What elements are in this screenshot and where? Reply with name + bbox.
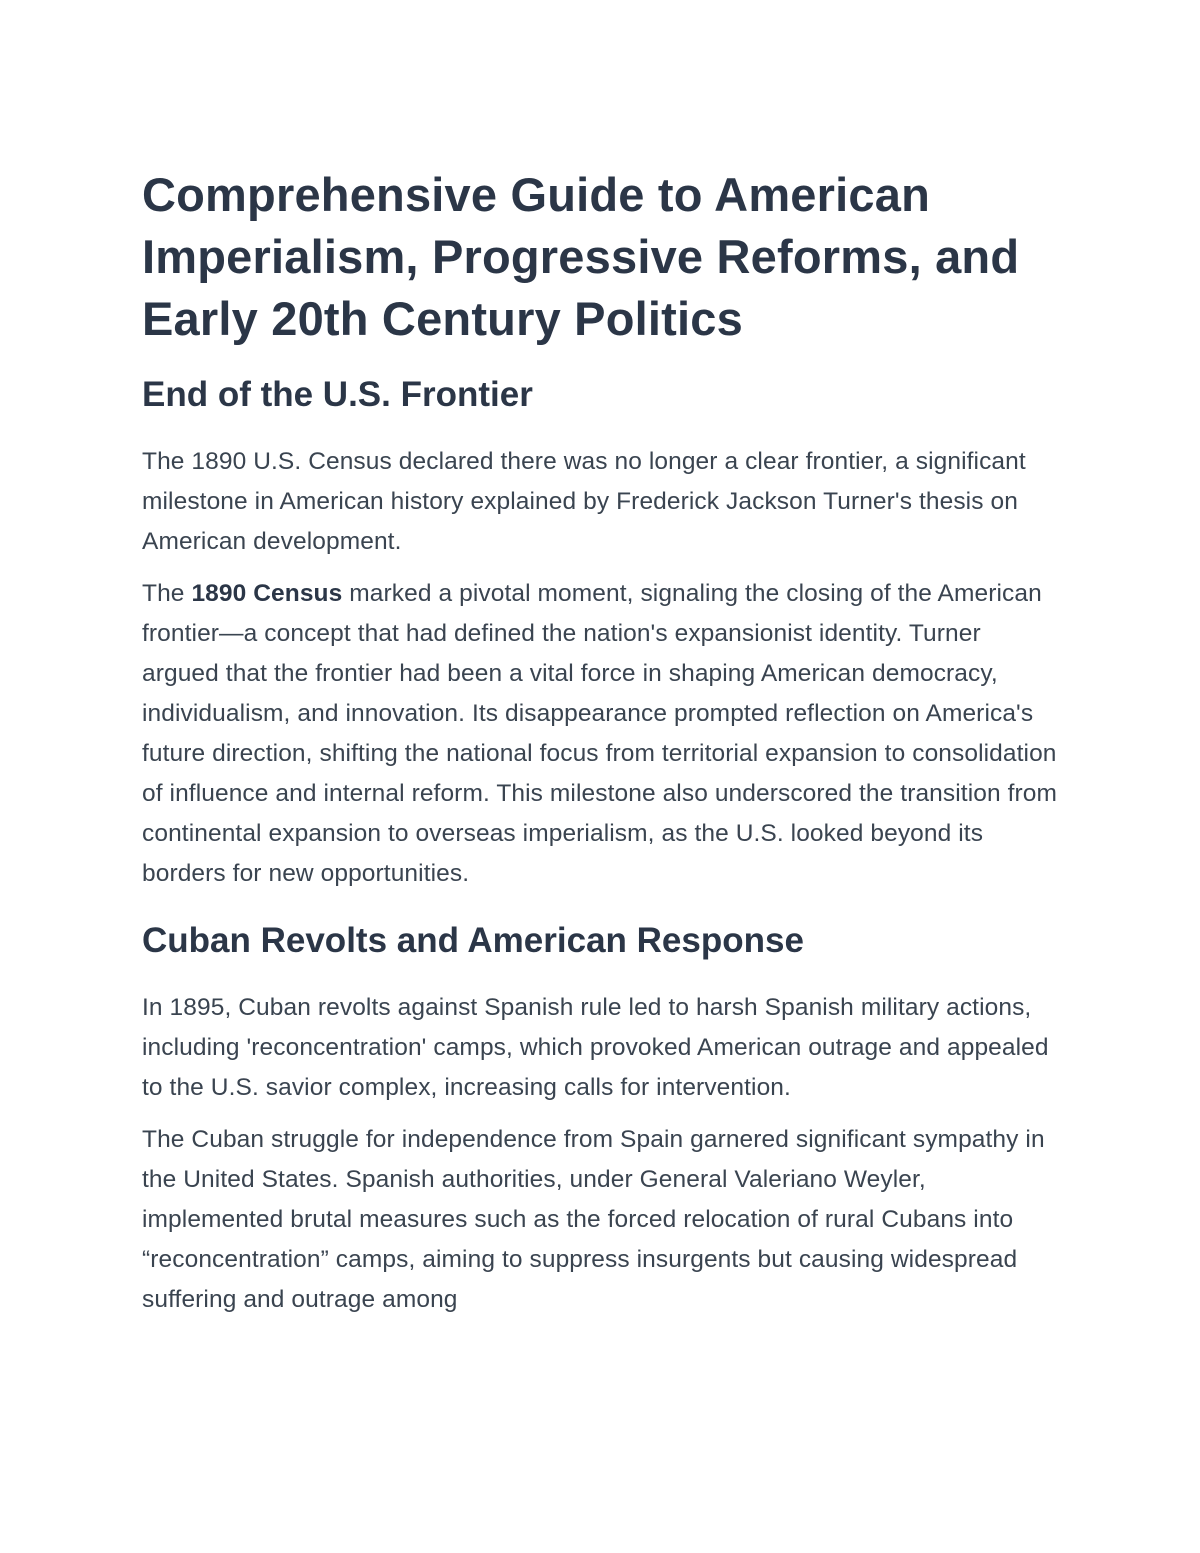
detail-paragraph (142, 574, 1057, 894)
summary-paragraph: In 1895, Cuban revolts against Spanish rule led to harsh Spanish military actions, including 'reconcentration' camps, which provoked American outrage and appealed to the U.S. savior complex, increasing calls for intervention. (142, 994, 1049, 1101)
section-heading: Cuban Revolts and American Response (142, 921, 804, 960)
summary-paragraph: The 1890 U.S. Census declared there was no longer a clear frontier, a significant milestone in American history explained by Frederick Jackson Turner's thesis on American development. (142, 448, 1026, 555)
document-title: Comprehensive Guide to American Imperialism, Progressive Reforms, and Early 20th Century Politics (142, 168, 1020, 345)
paragraph-text: marked a pivotal moment, signaling the closing of the American frontier—a concept that had defined the nation's expansionist identity. Turner argued that the frontier had been a vital force in shaping American democracy, individualism, and innovation. Its disappearance prompted reflection on America's future direction, shifting the national focus from territorial expansion to consolidation of influence and internal reform. This milestone also underscored the transition from continental expansion to overseas imperialism, as the U.S. looked beyond its borders for new opportunities. (142, 580, 1058, 887)
paragraph-lead: The (142, 580, 192, 607)
section-end-of-frontier (142, 372, 1057, 894)
section-cuban-revolts (142, 918, 1057, 1320)
document-page (142, 164, 1057, 1332)
bold-term: 1890 Census (191, 580, 343, 607)
detail-paragraph: The Cuban struggle for independence from Spain garnered significant sympathy in the United States. Spanish authorities, under General Valeriano Weyler, implemented brutal measures such as the forced relocation of rural Cubans into “reconcentration” camps, aiming to suppress insurgents but causing widespread suffering and outrage among (142, 1126, 1045, 1313)
section-heading: End of the U.S. Frontier (142, 375, 533, 414)
